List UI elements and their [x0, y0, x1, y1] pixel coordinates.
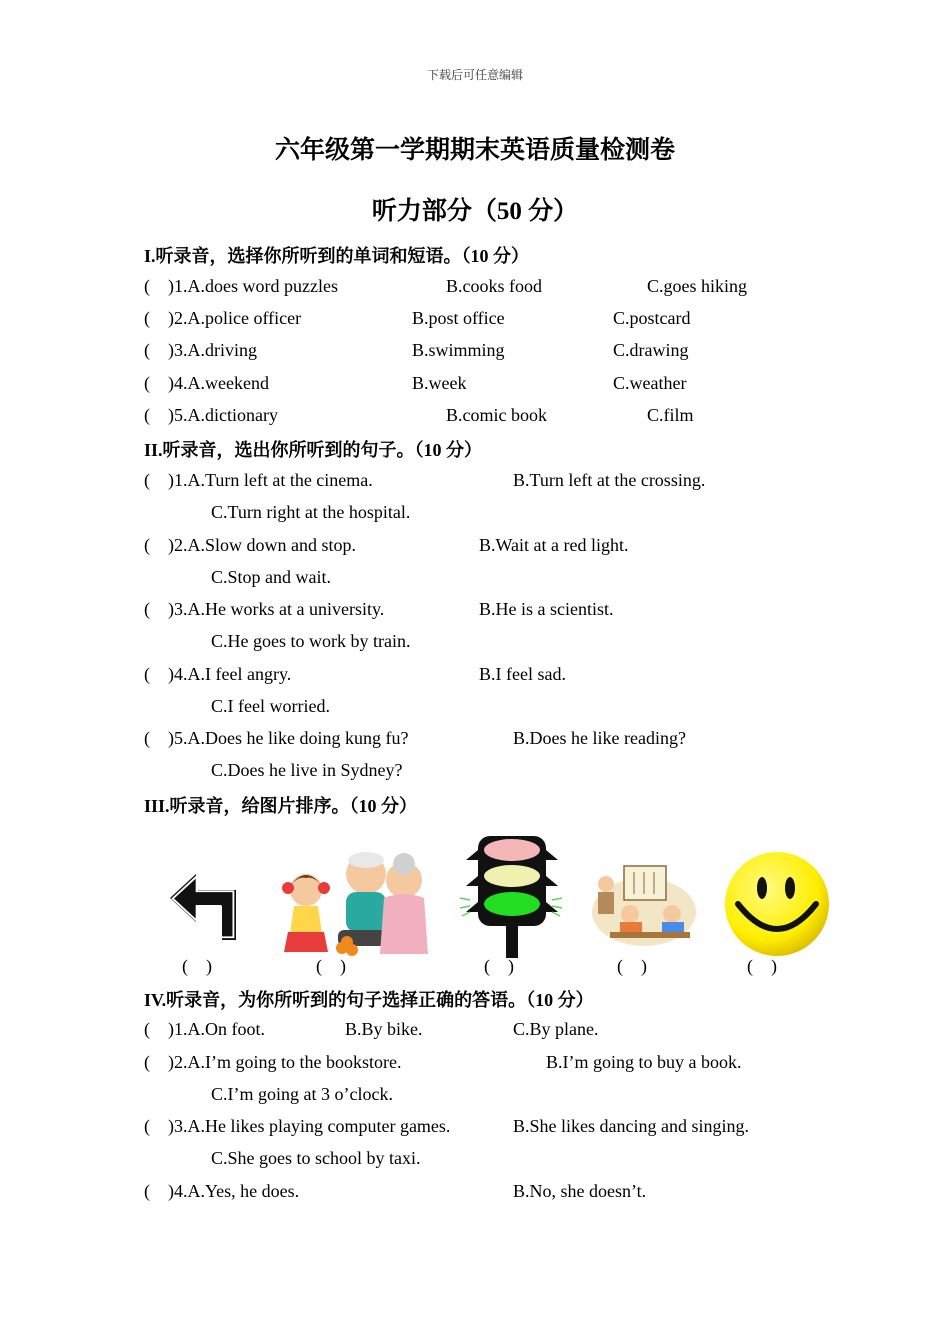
s2-q2-b: B.Wait at a red light. — [479, 535, 629, 555]
s2-q1-c: C.Turn right at the hospital. — [211, 502, 411, 522]
s2-q5-b: B.Does he like reading? — [513, 728, 686, 748]
picture-3-bracket[interactable]: ( ) — [484, 956, 514, 976]
classroom-icon — [590, 862, 698, 948]
s2-q4-b: B.I feel sad. — [479, 664, 566, 684]
s4-q1-b: B.By bike. — [345, 1019, 423, 1039]
traffic-light-icon — [456, 830, 566, 958]
s4-q3-c: C.She goes to school by taxi. — [211, 1148, 421, 1168]
picture-1-bracket[interactable]: ( ) — [182, 956, 212, 976]
turn-left-arrow-icon — [166, 868, 246, 944]
s1-q2-a: ( )2.A.police officer — [144, 308, 302, 328]
s2-q2-c: C.Stop and wait. — [211, 567, 331, 587]
s2-q5-c: C.Does he live in Sydney? — [211, 760, 403, 780]
page-subtitle: 听力部分（50 分） — [371, 198, 579, 225]
s1-q3-b: B.swimming — [412, 340, 505, 360]
section-2-heading: II.听录音，选出你所听到的句子。（10 分） — [144, 440, 483, 460]
s1-q4-a: ( )4.A.weekend — [144, 373, 269, 393]
s2-q1-a: ( )1.A.Turn left at the cinema. — [144, 470, 373, 490]
s1-q5-b: B.comic book — [446, 405, 547, 425]
s1-q4-b: B.week — [412, 373, 467, 393]
s1-q1-a: ( )1.A.does word puzzles — [144, 276, 338, 296]
s1-q1-c: C.goes hiking — [647, 276, 748, 296]
s1-q5-a: ( )5.A.dictionary — [144, 405, 278, 425]
s1-q2-c: C.postcard — [613, 308, 691, 328]
family-icon — [278, 848, 428, 958]
s4-q2-b: B.I’m going to buy a book. — [546, 1052, 742, 1072]
s2-q3-b: B.He is a scientist. — [479, 599, 614, 619]
s4-q1-a: ( )1.A.On foot. — [144, 1019, 265, 1039]
s4-q3-a: ( )3.A.He likes playing computer games. — [144, 1116, 451, 1136]
green-light — [484, 892, 540, 916]
yellow-light — [484, 865, 540, 887]
s1-q4-c: C.weather — [613, 373, 687, 393]
picture-5-bracket[interactable]: ( ) — [747, 956, 777, 976]
s2-q4-c: C.I feel worried. — [211, 696, 330, 716]
s4-q4-a: ( )4.A.Yes, he does. — [144, 1181, 300, 1201]
smiley-face-icon — [722, 850, 832, 958]
s4-q2-c: C.I’m going at 3 o’clock. — [211, 1084, 393, 1104]
picture-4-bracket[interactable]: ( ) — [617, 956, 647, 976]
s1-q5-c: C.film — [647, 405, 694, 425]
s2-q5-a: ( )5.A.Does he like doing kung fu? — [144, 728, 409, 748]
s1-q3-a: ( )3.A.driving — [144, 340, 257, 360]
s4-q4-b: B.No, she doesn’t. — [513, 1181, 647, 1201]
s2-q2-a: ( )2.A.Slow down and stop. — [144, 535, 356, 555]
page-title: 六年级第一学期期末英语质量检测卷 — [274, 137, 675, 164]
section-1-heading: I.听录音，选择你所听到的单词和短语。（10 分） — [144, 246, 530, 266]
picture-2-bracket[interactable]: ( ) — [316, 956, 346, 976]
header-note: 下载后可任意编辑 — [426, 68, 523, 82]
s2-q1-b: B.Turn left at the crossing. — [513, 470, 706, 490]
section-4-heading: IV.听录音，为你所听到的句子选择正确的答语。（10 分） — [144, 990, 594, 1010]
red-light — [484, 839, 540, 861]
s4-q3-b: B.She likes dancing and singing. — [513, 1116, 749, 1136]
s1-q3-c: C.drawing — [613, 340, 689, 360]
s2-q4-a: ( )4.A.I feel angry. — [144, 664, 292, 684]
section-3-heading: III.听录音，给图片排序。（10 分） — [144, 796, 418, 816]
s4-q1-c: C.By plane. — [513, 1019, 599, 1039]
s1-q1-b: B.cooks food — [446, 276, 542, 296]
s4-q2-a: ( )2.A.I’m going to the bookstore. — [144, 1052, 402, 1072]
s2-q3-a: ( )3.A.He works at a university. — [144, 599, 385, 619]
s1-q2-b: B.post office — [412, 308, 505, 328]
s2-q3-c: C.He goes to work by train. — [211, 631, 411, 651]
